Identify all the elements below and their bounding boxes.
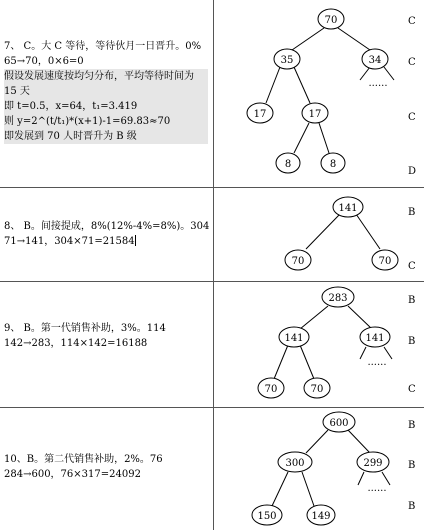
item-8-line-2: 71→141，304×71=21584 [4, 236, 135, 247]
item-7-line-2: 65→70，0×6=0 [4, 56, 84, 67]
item-7-ll-node: 17 [253, 109, 267, 120]
item-9-tree [214, 282, 424, 407]
item-7-lrl-node: 8 [284, 159, 292, 170]
item-9-right-node: 141 [365, 333, 385, 344]
item-7-note-3: 即 t=0.5，x=64，t₁=3.419 [4, 99, 208, 114]
item-7-grade-1: C [408, 16, 416, 27]
item-9-line-2: 142→283，114×142=16188 [4, 338, 148, 349]
item-9-ll-node: 70 [264, 384, 278, 395]
item-7-grade-4: D [408, 166, 417, 177]
item-7-tree [214, 0, 424, 187]
item-10-line-1: 10、B。第二代销售补助，2%。76 [4, 454, 163, 465]
item-7-right-node: 34 [368, 55, 382, 66]
item-10-left-node: 300 [285, 458, 305, 469]
item-10-right-node: 299 [363, 458, 383, 469]
item-9-lr-node: 70 [310, 384, 324, 395]
item-7-root-node: 70 [324, 15, 338, 26]
item-8-right-node: 70 [378, 256, 392, 267]
item-10-root-node: 600 [329, 418, 349, 429]
text-cursor [135, 235, 136, 246]
item-9-root-node: 283 [328, 293, 348, 304]
item-7-lr-node: 17 [308, 109, 322, 120]
item-10-text [4, 452, 163, 482]
item-10-ellipsis: ...... [367, 483, 387, 494]
item-10-ll-node: 150 [257, 511, 277, 522]
item-7-text [4, 39, 208, 144]
item-7-ellipsis: ...... [368, 78, 388, 89]
item-7-note-1: 假设发展速度按均匀分布，平均等待时间为 [4, 69, 208, 84]
item-8-left-node: 70 [291, 256, 305, 267]
item-7-grade-3: C [408, 112, 416, 123]
item-10-tree [214, 408, 424, 530]
item-8-root-node: 141 [338, 203, 358, 214]
item-10-grade-1: B [408, 420, 416, 431]
item-9-ellipsis: ...... [367, 357, 387, 368]
item-7-lrr-node: 8 [329, 159, 337, 170]
item-8-line-1: 8、 B。间接提成，8%(12%-4%=8%)。304 [4, 221, 210, 232]
item-8-grade-2: C [408, 261, 416, 272]
item-10-line-2: 284→600，76×317=24092 [4, 469, 141, 480]
item-8-tree [214, 188, 424, 281]
item-9-grade-3: C [408, 384, 416, 395]
item-8-grade-1: B [408, 207, 416, 218]
item-10-grade-3: B [408, 501, 416, 512]
item-9-text [4, 321, 166, 351]
item-8-text [4, 219, 209, 249]
item-9-left-node: 141 [284, 333, 304, 344]
item-7-grade-2: C [408, 57, 416, 68]
item-9-line-1: 9、 B。第一代销售补助，3%。114 [4, 323, 166, 334]
item-9-grade-2: B [408, 336, 416, 347]
item-10-lr-node: 149 [311, 511, 331, 522]
item-7-note-5: 即发展到 70 人时晋升为 B 级 [4, 129, 208, 144]
item-10-grade-2: B [408, 460, 416, 471]
item-7-note-4: 则 y=2^(t/t₁)*(x+1)-1=69.83≈70 [4, 114, 208, 129]
item-7-left-node: 35 [280, 55, 294, 66]
item-9-grade-1: B [408, 295, 416, 306]
item-7-note-2: 15 天 [4, 84, 208, 99]
item-7-line-1: 7、 C。大 C 等待，等待伙月一日晋升。0% [4, 41, 202, 52]
